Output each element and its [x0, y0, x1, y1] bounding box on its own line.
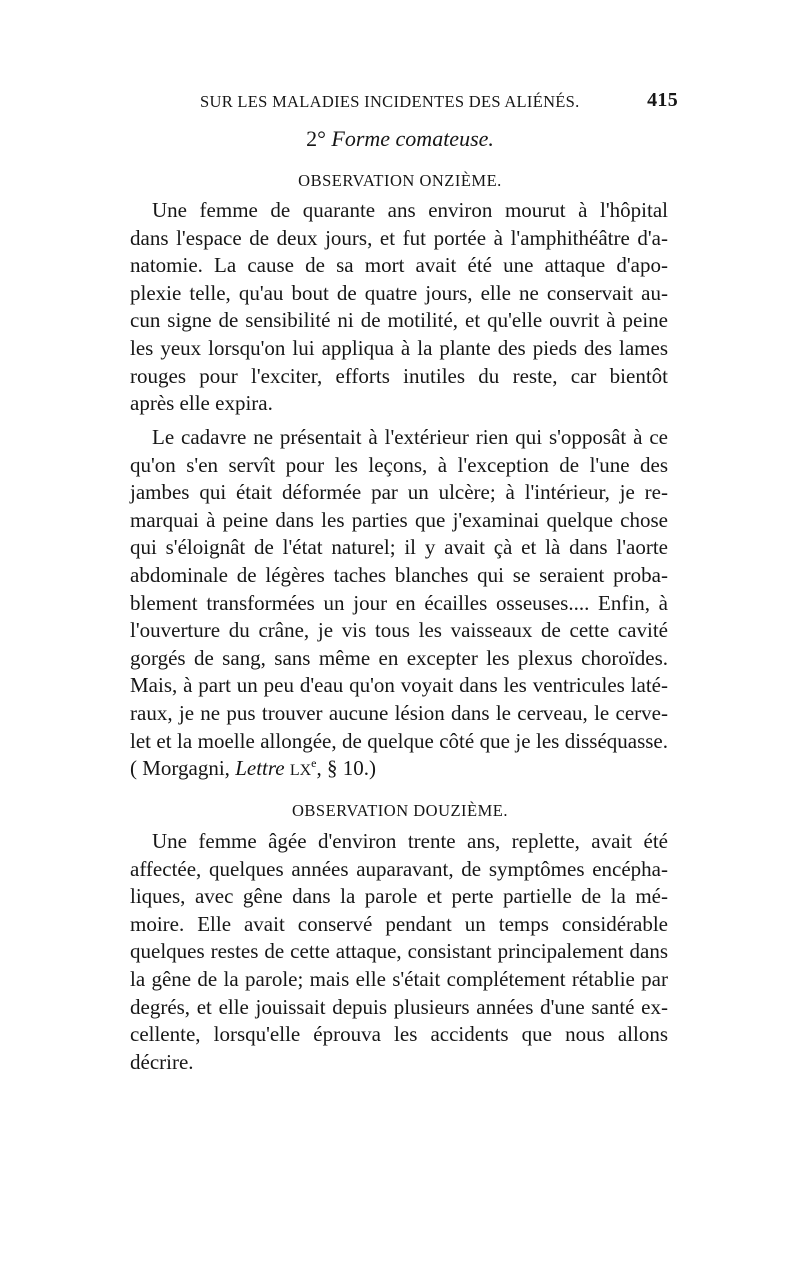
text-line: moire. Elle avait conservé pendant un temps considérable	[130, 911, 668, 936]
text-line: rouges pour l'exciter, efforts inutiles du reste, car bientôt	[130, 363, 668, 388]
text-line: après elle expira.	[130, 391, 273, 416]
text-line: abdominale de légères taches blanches qui se seraient proba-	[130, 562, 668, 587]
citation	[130, 755, 668, 783]
text-line: la gêne de la parole; mais elle s'était complétement rétablie par	[130, 966, 668, 991]
observation-12-paragraph-1	[130, 828, 668, 1076]
text-line: Mais, à part un peu d'eau qu'on voyait dans les ventricules laté-	[130, 673, 668, 698]
text-line: plexie telle, qu'au bout de quatre jours, elle ne conservait au-	[130, 280, 668, 305]
section-number: 2°	[306, 126, 332, 151]
section-form-name: Forme comateuse.	[331, 126, 494, 151]
text-line: jambes qui était déformée par un ulcère; à l'intérieur, je re-	[130, 480, 668, 505]
observation-11-paragraph-1	[130, 197, 668, 418]
text-line: affectée, quelques années auparavant, de symptômes encépha-	[130, 856, 668, 881]
text-line: l'ouverture du crâne, je vis tous les vaisseaux de cette cavité	[130, 618, 668, 643]
citation-work: Lettre	[235, 756, 285, 781]
text-line: quelques restes de cette attaque, consistant principalement dans	[130, 939, 668, 964]
observation-11-heading: OBSERVATION ONZIÈME.	[298, 171, 502, 190]
text-line: Le cadavre ne présentait à l'extérieur rien qui s'opposât à ce	[152, 425, 668, 449]
citation-letter-number: LX	[289, 762, 312, 780]
text-line: Une femme âgée d'environ trente ans, replette, avait été	[152, 829, 668, 853]
citation-section: , § 10.)	[316, 756, 376, 781]
text-line: qui s'éloignât de l'état naturel; il y avait çà et là dans l'aorte	[130, 535, 668, 560]
citation-author: ( Morgagni,	[130, 756, 236, 781]
text-line: degrés, et elle jouissait depuis plusieurs années d'une santé ex-	[130, 994, 668, 1019]
text-line: décrire.	[130, 1049, 194, 1074]
page-number: 415	[647, 89, 678, 111]
running-title: SUR LES MALADIES INCIDENTES DES ALIÉNÉS.	[200, 92, 580, 111]
text-line: blement transformées un jour en écailles osseuses.... Enfin, à	[130, 590, 668, 615]
section-title	[0, 126, 800, 152]
text-line: les yeux lorsqu'on lui appliqua à la plante des pieds des lames	[130, 335, 668, 360]
text-line: dans l'espace de deux jours, et fut portée à l'amphithéâtre d'a-	[130, 225, 668, 250]
observation-12-heading: OBSERVATION DOUZIÈME.	[291, 801, 509, 820]
observation-11-paragraph-2	[130, 424, 668, 783]
text-line: qu'on s'en servît pour les leçons, à l'exception de l'une des	[130, 452, 668, 477]
text-line: cellente, lorsqu'elle éprouva les accidents que nous allons	[130, 1022, 668, 1047]
text-line: gorgés de sang, sans même en excepter les plexus choroïdes.	[130, 645, 668, 670]
running-head	[200, 89, 678, 116]
text-line: raux, je ne pus trouver aucune lésion dans le cerveau, le cerve-	[130, 700, 668, 725]
text-line: natomie. La cause de sa mort avait été une attaque d'apo-	[130, 253, 668, 278]
text-line: let et la moelle allongée, de quelque côté que je les disséquasse.	[130, 728, 668, 753]
text-line: Une femme de quarante ans environ mourut à l'hôpital	[152, 198, 668, 222]
text-line: marquai à peine dans les parties que j'examinai quelque chose	[130, 507, 668, 532]
text-line: cun signe de sensibilité ni de motilité, et qu'elle ouvrit à peine	[130, 308, 668, 333]
text-line: liques, avec gêne dans la parole et perte partielle de la mé-	[130, 884, 668, 909]
citation-letter-sup: e	[311, 756, 317, 771]
